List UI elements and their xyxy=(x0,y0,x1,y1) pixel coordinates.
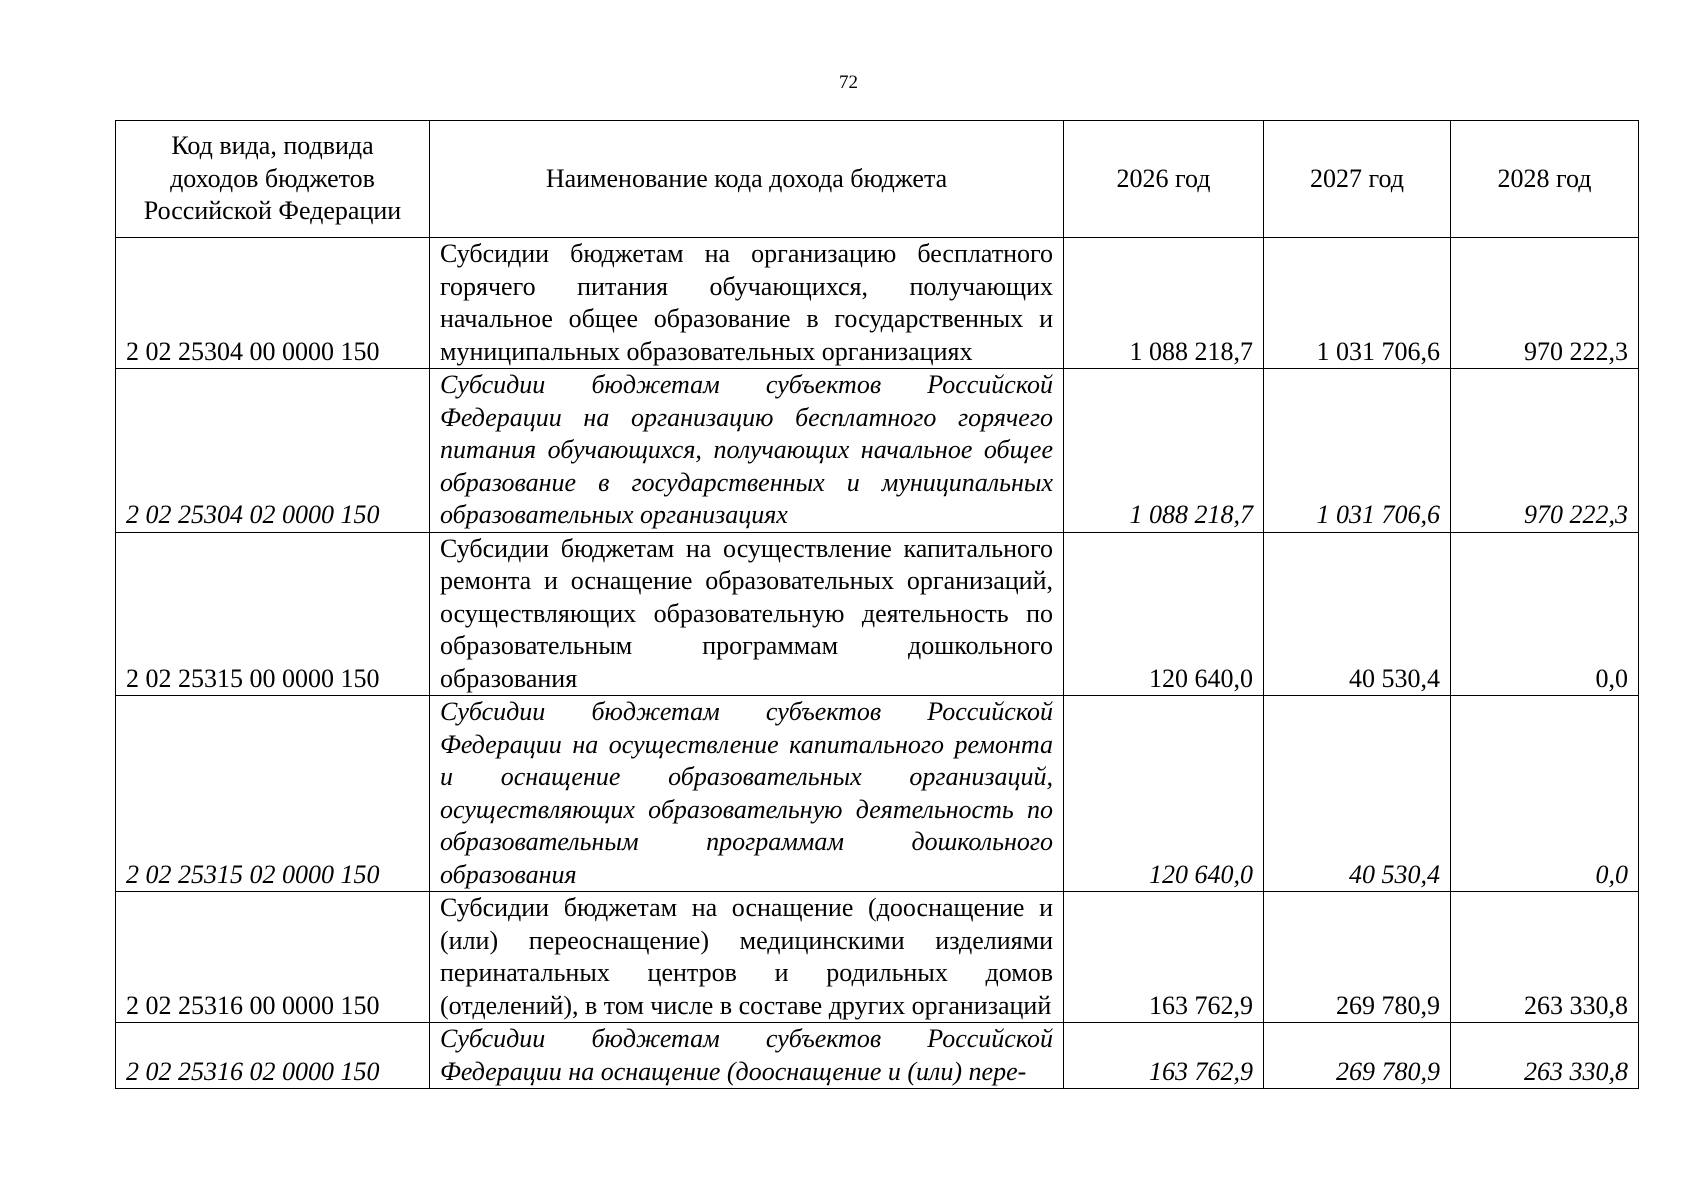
row-value-2028: 0,0 xyxy=(1451,532,1639,696)
row-code: 2 02 25315 00 0000 150 xyxy=(116,532,430,696)
row-value-2027: 40 530,4 xyxy=(1264,532,1451,696)
table-row xyxy=(116,696,1639,892)
row-name: Субсидии бюджетам субъектов Российской Федерации на организацию бесплатного горячего питания обучающихся, получающих начальное общее образование в государственных и муниципальных образовательных организациях xyxy=(430,369,1064,533)
row-value-2028: 263 330,8 xyxy=(1451,892,1639,1023)
row-name: Субсидии бюджетам субъектов Российской Федерации на осуществление капитального ремонта и оснащение образовательных организаций, осуществляющих образовательную деятельность по образовательным программам дошкольного образования xyxy=(430,696,1064,892)
row-value-2028: 0,0 xyxy=(1451,696,1639,892)
row-code: 2 02 25315 02 0000 150 xyxy=(116,696,430,892)
header-2028: 2028 год xyxy=(1451,121,1639,238)
row-value-2026: 163 762,9 xyxy=(1064,892,1264,1023)
header-2026: 2026 год xyxy=(1064,121,1264,238)
header-code: Код вида, подвида доходов бюджетов Российской Федерации xyxy=(116,121,430,238)
row-value-2026: 120 640,0 xyxy=(1064,696,1264,892)
row-value-2028: 970 222,3 xyxy=(1451,369,1639,533)
row-value-2026: 1 088 218,7 xyxy=(1064,238,1264,369)
row-value-2027: 40 530,4 xyxy=(1264,696,1451,892)
row-value-2027: 1 031 706,6 xyxy=(1264,369,1451,533)
table-row xyxy=(116,892,1639,1023)
row-value-2027: 269 780,9 xyxy=(1264,892,1451,1023)
row-value-2026: 1 088 218,7 xyxy=(1064,369,1264,533)
row-code: 2 02 25304 00 0000 150 xyxy=(116,238,430,369)
page-number: 72 xyxy=(839,72,858,93)
row-code: 2 02 25316 00 0000 150 xyxy=(116,892,430,1023)
row-value-2027: 1 031 706,6 xyxy=(1264,238,1451,369)
row-value-2028: 970 222,3 xyxy=(1451,238,1639,369)
table-row xyxy=(116,1023,1639,1089)
row-name: Субсидии бюджетам на организацию бесплатного горячего питания обучающихся, получающих начальное общее образование в государственных и муниципальных образовательных организациях xyxy=(430,238,1064,369)
row-value-2028: 263 330,8 xyxy=(1451,1023,1639,1089)
row-code: 2 02 25316 02 0000 150 xyxy=(116,1023,430,1089)
row-name: Субсидии бюджетам субъектов Российской Федерации на оснащение (дооснащение и (или) пере- xyxy=(430,1023,1064,1089)
table-row xyxy=(116,532,1639,696)
row-value-2026: 120 640,0 xyxy=(1064,532,1264,696)
row-value-2026: 163 762,9 xyxy=(1064,1023,1264,1089)
row-name: Субсидии бюджетам на осуществление капитального ремонта и оснащение образовательных организаций, осуществляющих образовательную деятельность по образовательным программам дошкольного образования xyxy=(430,532,1064,696)
table-header xyxy=(116,121,1639,238)
table-row xyxy=(116,369,1639,533)
table-row xyxy=(116,238,1639,369)
revenue-table xyxy=(115,120,1639,1089)
row-code: 2 02 25304 02 0000 150 xyxy=(116,369,430,533)
header-2027: 2027 год xyxy=(1264,121,1451,238)
header-name: Наименование кода дохода бюджета xyxy=(430,121,1064,238)
row-value-2027: 269 780,9 xyxy=(1264,1023,1451,1089)
row-name: Субсидии бюджетам на оснащение (дооснащение и (или) переоснащение) медицинскими изделиями перинатальных центров и родильных домов (отделений), в том числе в составе других организаций xyxy=(430,892,1064,1023)
